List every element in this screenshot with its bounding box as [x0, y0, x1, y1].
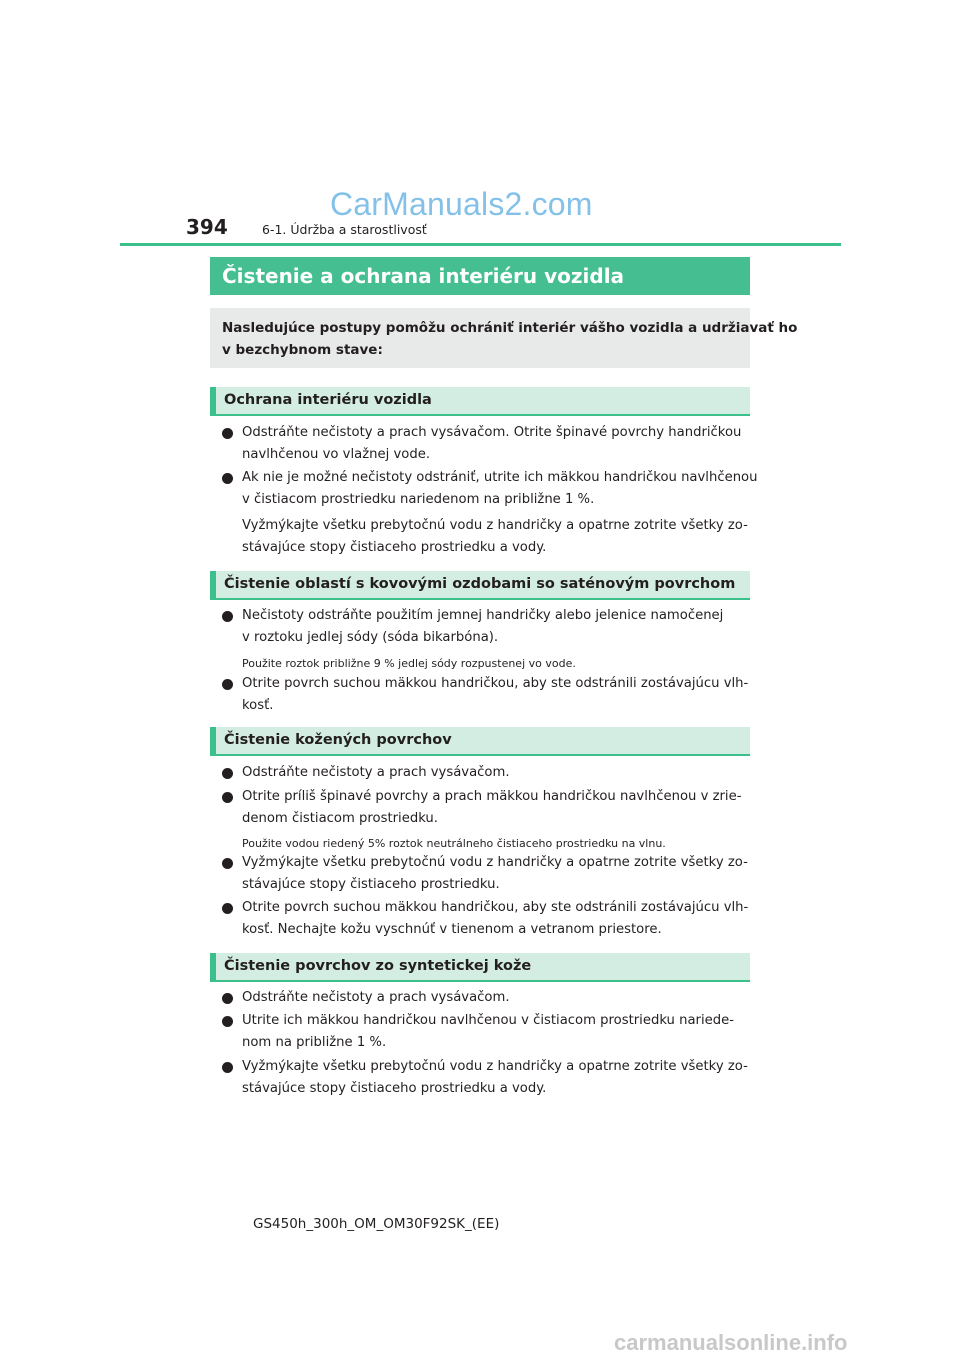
section-heading-leather: Čistenie kožených povrchov	[210, 727, 750, 756]
bullet-icon	[222, 1016, 233, 1027]
list-item	[222, 673, 748, 717]
bullet-icon	[222, 792, 233, 803]
note-text: Použite vodou riedený 5% roztok neutrálneho čistiaceho prostriedku na vlnu.	[242, 837, 666, 850]
list-item	[222, 762, 748, 784]
list-item-text: Odstráňte nečistoty a prach vysávačom. Otrite špinavé povrchy handričkou	[242, 425, 742, 440]
list-item-text: denom čistiacom prostriedku.	[242, 811, 438, 826]
paragraph	[242, 515, 748, 559]
list-item-text: Odstráňte nečistoty a prach vysávačom.	[242, 765, 510, 780]
list-item-text: Utrite ich mäkkou handričkou navlhčenou v čistiacom prostriedku nariede-	[242, 1013, 734, 1028]
bullet-icon	[222, 611, 233, 622]
watermark-footer: carmanualsonline.info	[614, 1330, 848, 1355]
list-item-text: Odstráňte nečistoty a prach vysávačom.	[242, 990, 510, 1005]
list-item-text: Vyžmýkajte všetku prebytočnú vodu z handričky a opatrne zotrite všetky zo-	[242, 855, 748, 870]
list-item	[222, 422, 748, 466]
document-code: GS450h_300h_OM_OM30F92SK_(EE)	[253, 1216, 500, 1232]
list-item	[222, 987, 748, 1009]
list-item	[222, 1010, 748, 1054]
header-rule	[120, 243, 841, 246]
bullet-icon	[222, 768, 233, 779]
list-item-text: stávajúce stopy čistiaceho prostriedku.	[242, 877, 500, 892]
paragraph-line: stávajúce stopy čistiaceho prostriedku a vody.	[242, 540, 547, 555]
list-item-text: nom na približne 1 %.	[242, 1035, 387, 1050]
section-heading-interior-protection: Ochrana interiéru vozidla	[210, 387, 750, 416]
list-item-text: kosť. Nechajte kožu vyschnúť v tienenom a vetranom priestore.	[242, 922, 662, 937]
bullet-icon	[222, 993, 233, 1004]
list-item-text: v roztoku jedlej sódy (sóda bikarbóna).	[242, 630, 499, 645]
bullet-icon	[222, 473, 233, 484]
paragraph-line: Vyžmýkajte všetku prebytočnú vodu z handričky a opatrne zotrite všetky zo-	[242, 518, 748, 533]
list-item-text: Otrite povrch suchou mäkkou handričkou, aby ste odstránili zostávajúcu vlh-	[242, 676, 749, 691]
list-item-text: navlhčenou vo vlažnej vode.	[242, 447, 431, 462]
bullet-icon	[222, 1062, 233, 1073]
list-item	[222, 467, 758, 511]
list-item-text: v čistiacom prostriedku nariedenom na približne 1 %.	[242, 492, 595, 507]
bullet-icon	[222, 858, 233, 869]
bullet-icon	[222, 679, 233, 690]
list-item-text: stávajúce stopy čistiaceho prostriedku a vody.	[242, 1081, 547, 1096]
bullet-icon	[222, 428, 233, 439]
page-number: 394	[186, 215, 228, 239]
list-item-text: Otrite príliš špinavé povrchy a prach mäkkou handričkou navlhčenou v zrie-	[242, 789, 742, 804]
intro-line: v bezchybnom stave:	[222, 342, 383, 358]
page-title: Čistenie a ochrana interiéru vozidla	[210, 257, 750, 295]
bullet-icon	[222, 903, 233, 914]
list-item	[222, 786, 748, 830]
section-heading-satin-metal: Čistenie oblastí s kovovými ozdobami so saténovým povrchom	[210, 571, 750, 600]
list-item	[222, 852, 748, 896]
list-item-text: Nečistoty odstráňte použitím jemnej handričky alebo jelenice namočenej	[242, 608, 724, 623]
intro-box	[210, 308, 798, 368]
section-heading-synthetic-leather: Čistenie povrchov zo syntetickej kože	[210, 953, 750, 982]
note-text: Použite roztok približne 9 % jedlej sódy rozpustenej vo vode.	[242, 657, 576, 670]
list-item	[222, 897, 748, 941]
list-item-text: Ak nie je možné nečistoty odstrániť, utrite ich mäkkou handričkou navlhčenou	[242, 470, 758, 485]
list-item-text: kosť.	[242, 698, 274, 713]
intro-line: Nasledujúce postupy pomôžu ochrániť interiér vášho vozidla a udržiavať ho	[222, 320, 798, 336]
list-item	[222, 605, 748, 649]
list-item	[222, 1056, 748, 1100]
list-item-text: Otrite povrch suchou mäkkou handričkou, aby ste odstránili zostávajúcu vlh-	[242, 900, 749, 915]
watermark-logo: CarManuals2.com	[330, 186, 593, 222]
chapter-title: 6-1. Údržba a starostlivosť	[262, 222, 427, 237]
list-item-text: Vyžmýkajte všetku prebytočnú vodu z handričky a opatrne zotrite všetky zo-	[242, 1059, 748, 1074]
